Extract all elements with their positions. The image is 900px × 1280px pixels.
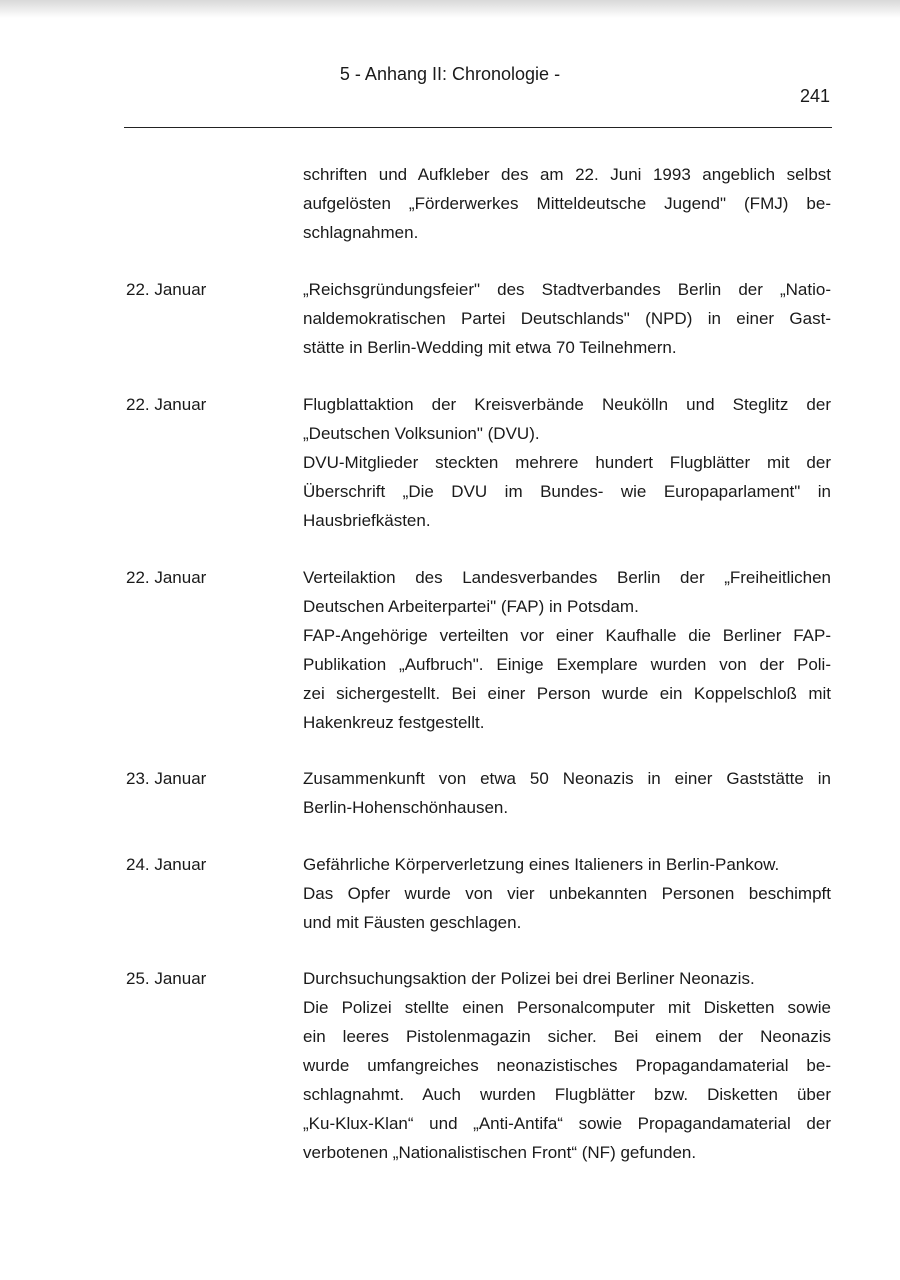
header-rule	[124, 127, 832, 128]
page-number: 241	[799, 86, 830, 106]
text-line: Gefährliche Körperverletzung eines Italieners in Berlin-Pankow.	[303, 855, 780, 874]
entry-date: 25. Januar	[126, 969, 207, 988]
text-line: wurde umfangreiches neonazistisches Propagandamaterial be-	[303, 1056, 831, 1075]
entry-date: 24. Januar	[126, 855, 207, 874]
text-line: Zusammenkunft von etwa 50 Neonazis in einer Gaststätte in	[303, 769, 831, 788]
text-line: Durchsuchungsaktion der Polizei bei drei Berliner Neonazis.	[303, 969, 755, 988]
text-line: Das Opfer wurde von vier unbekannten Personen beschimpft	[303, 884, 831, 903]
entry-text	[303, 563, 831, 737]
text-line: Überschrift „Die DVU im Bundes- wie Europaparlament" in	[303, 482, 831, 501]
entry-date: 22. Januar	[126, 280, 207, 299]
entry-date: 22. Januar	[126, 568, 207, 587]
entry-text	[303, 275, 831, 362]
entry-text	[303, 964, 831, 1167]
page-header-title: 5 - Anhang II: Chronologie -	[339, 64, 561, 84]
entry-date: 23. Januar	[126, 769, 207, 788]
text-line: FAP-Angehörige verteilten vor einer Kaufhalle die Berliner FAP-	[303, 626, 831, 645]
text-line: schlagnahmt. Auch wurden Flugblätter bzw. Disketten über	[303, 1085, 831, 1104]
entry-text	[303, 390, 831, 535]
text-line: naldemokratischen Partei Deutschlands" (NPD) in einer Gast-	[303, 309, 831, 328]
text-line: stätte in Berlin-Wedding mit etwa 70 Teilnehmern.	[303, 338, 677, 357]
scan-edge-shadow	[0, 0, 900, 18]
text-line: und mit Fäusten geschlagen.	[303, 913, 522, 932]
text-line: DVU-Mitglieder steckten mehrere hundert Flugblätter mit der	[303, 453, 831, 472]
text-line: Berlin-Hohenschönhausen.	[303, 798, 509, 817]
text-line: schriften und Aufkleber des am 22. Juni 1993 angeblich selbst	[303, 165, 831, 184]
text-line: ein leeres Pistolenmagazin sicher. Bei einem der Neonazis	[303, 1027, 831, 1046]
text-line: „Deutschen Volksunion" (DVU).	[303, 424, 540, 443]
text-line: „Ku-Klux-Klan“ und „Anti-Antifa“ sowie Propagandamaterial der	[303, 1114, 831, 1133]
text-line: Flugblattaktion der Kreisverbände Neukölln und Steglitz der	[303, 395, 831, 414]
text-line: zei sichergestellt. Bei einer Person wurde ein Koppelschloß mit	[303, 684, 831, 703]
text-line: Publikation „Aufbruch". Einige Exemplare wurden von der Poli-	[303, 655, 831, 674]
entry-text	[303, 764, 831, 822]
text-line: Die Polizei stellte einen Personalcomputer mit Disketten sowie	[303, 998, 831, 1017]
text-line: Deutschen Arbeiterpartei" (FAP) in Potsdam.	[303, 597, 639, 616]
text-line: schlagnahmen.	[303, 223, 419, 242]
entry-text	[303, 850, 831, 937]
entry-date: 22. Januar	[126, 395, 207, 414]
text-line: verbotenen „Nationalistischen Front“ (NF) gefunden.	[303, 1143, 697, 1162]
text-line: Hausbriefkästen.	[303, 511, 431, 530]
text-line: Hakenkreuz festgestellt.	[303, 713, 485, 732]
text-line: Verteilaktion des Landesverbandes Berlin der „Freiheitlichen	[303, 568, 831, 587]
text-line: „Reichsgründungsfeier" des Stadtverbandes Berlin der „Natio-	[303, 280, 831, 299]
text-line: aufgelösten „Förderwerkes Mitteldeutsche Jugend" (FMJ) be-	[303, 194, 831, 213]
entry-text	[303, 160, 831, 247]
